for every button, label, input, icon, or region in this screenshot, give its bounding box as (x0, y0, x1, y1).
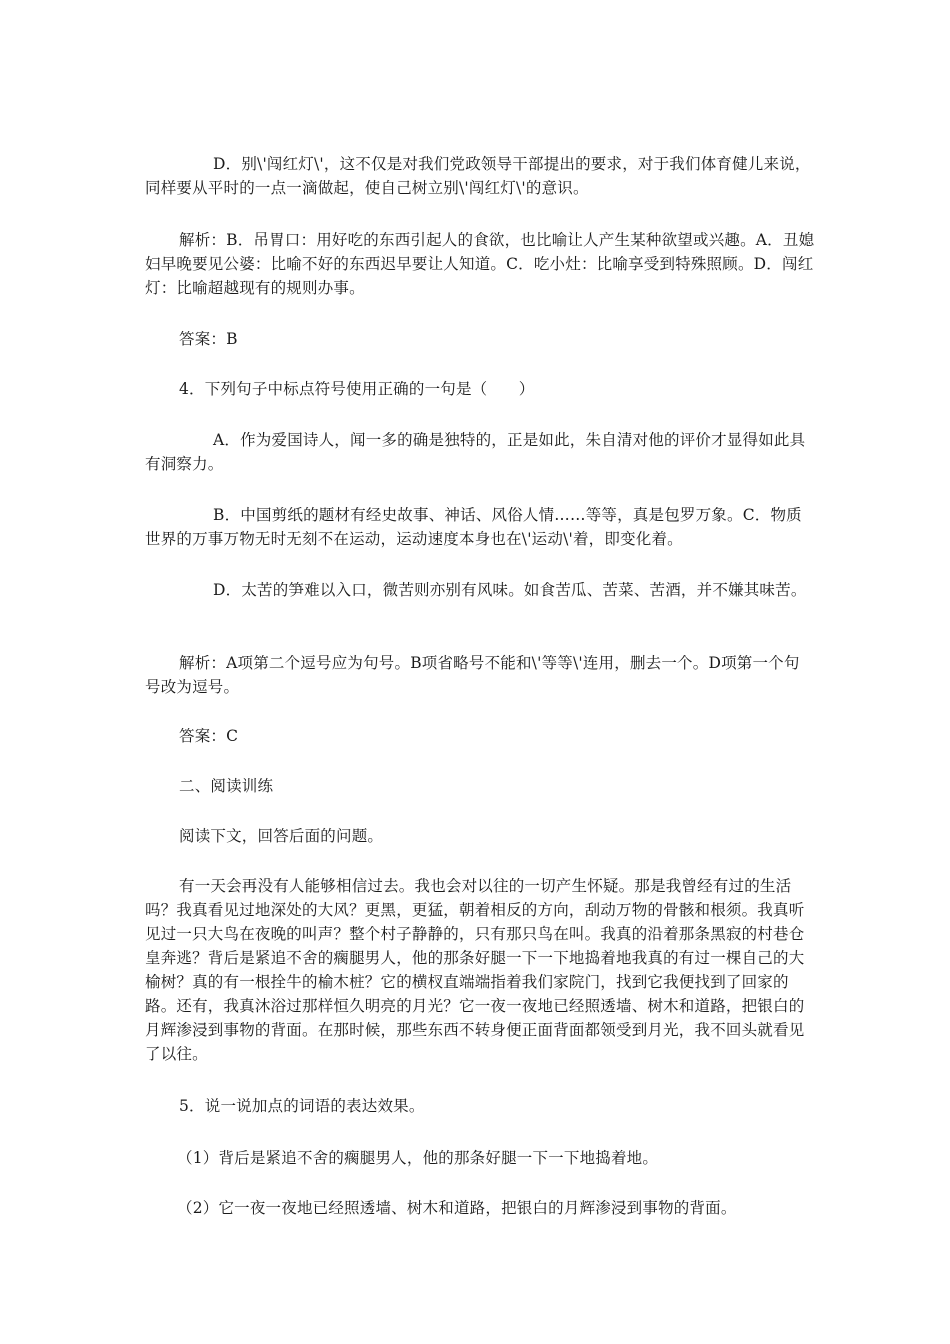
answer-paragraph: 答案：B (179, 330, 238, 348)
reading-instruction: 阅读下文，回答后面的问题。 (179, 827, 384, 845)
option-d-paragraph: D．别\'闯红灯\'，这不仅是对我们党政领导干部提出的要求，对于我们体育健儿来说，同样要从平时的一点一滴做起，使自己树立别\'闯红灯\'的意识。 (145, 155, 811, 197)
option-a-paragraph: A．作为爱国诗人，闻一多的确是独特的，正是如此，朱自清对他的评价才显得如此具有洞察力。 (145, 431, 806, 473)
answer-paragraph-2: 答案：C (179, 727, 239, 745)
analysis-paragraph: 解析：B．吊胃口：用好吃的东西引起人的食欲，也比喻让人产生某种欲望或兴趣。A．丑媳妇早晚要见公婆：比喻不好的东西迟早要让人知道。C．吃小灶：比喻享受到特殊照顾。D．闯红灯：比喻超越现有的规则办事。 (145, 231, 815, 297)
section-heading: 二、阅读训练 (179, 777, 274, 795)
option-d-paragraph-2: D．太苦的笋难以入口，微苦则亦别有风味。如食苦瓜、苦菜、苦酒，并不嫌其味苦。 (213, 581, 807, 599)
analysis-paragraph-2: 解析：A项第二个逗号应为句号。B项省略号不能和\'等等\'连用，删去一个。D项第一个句号改为逗号。 (145, 654, 800, 696)
option-b-c-paragraph: B．中国剪纸的题材有经史故事、神话、风俗人情……等等，真是包罗万象。C．物质世界的万事万物无时无刻不在运动，运动速度本身也在\'运动\'着，即变化着。 (145, 506, 802, 548)
question-5-paragraph: 5．说一说加点的词语的表达效果。 (179, 1097, 425, 1115)
question-5-part-2: （2）它一夜一夜地已经照透墙、树木和道路，把银白的月辉渗浸到事物的背面。 (177, 1199, 737, 1217)
reading-passage: 有一天会再没有人能够相信过去。我也会对以往的一切产生怀疑。那是我曾经有过的生活吗？我真看见过地深处的大风？更黑，更猛，朝着相反的方向，刮动万物的骨骸和根须。我真听见过一只大鸟在夜晚的叫声？整个村子静静的，只有那只鸟在叫。我真的沿着那条黑寂的村巷仓皇奔逃？背后是紧追不舍的瘸腿男人，他的那条好腿一下一下地捣着地我真的有过一棵自己的大榆树？真的有一根拴牛的榆木桩？它的横杈直端端指着我们家院门，找到它我便找到了回家的路。还有，我真沐浴过那样恒久明亮的月光？它一夜一夜地已经照透墙、树木和道路，把银白的月辉渗浸到事物的背面。在那时候，那些东西不转身便正面背面都领受到月光，我不回头就看见了以往。 (145, 877, 805, 1063)
question-5-part-1: （1）背后是紧追不舍的瘸腿男人，他的那条好腿一下一下地捣着地。 (177, 1149, 659, 1167)
question-paragraph: 4．下列句子中标点符号使用正确的一句是（ ） (179, 380, 535, 398)
